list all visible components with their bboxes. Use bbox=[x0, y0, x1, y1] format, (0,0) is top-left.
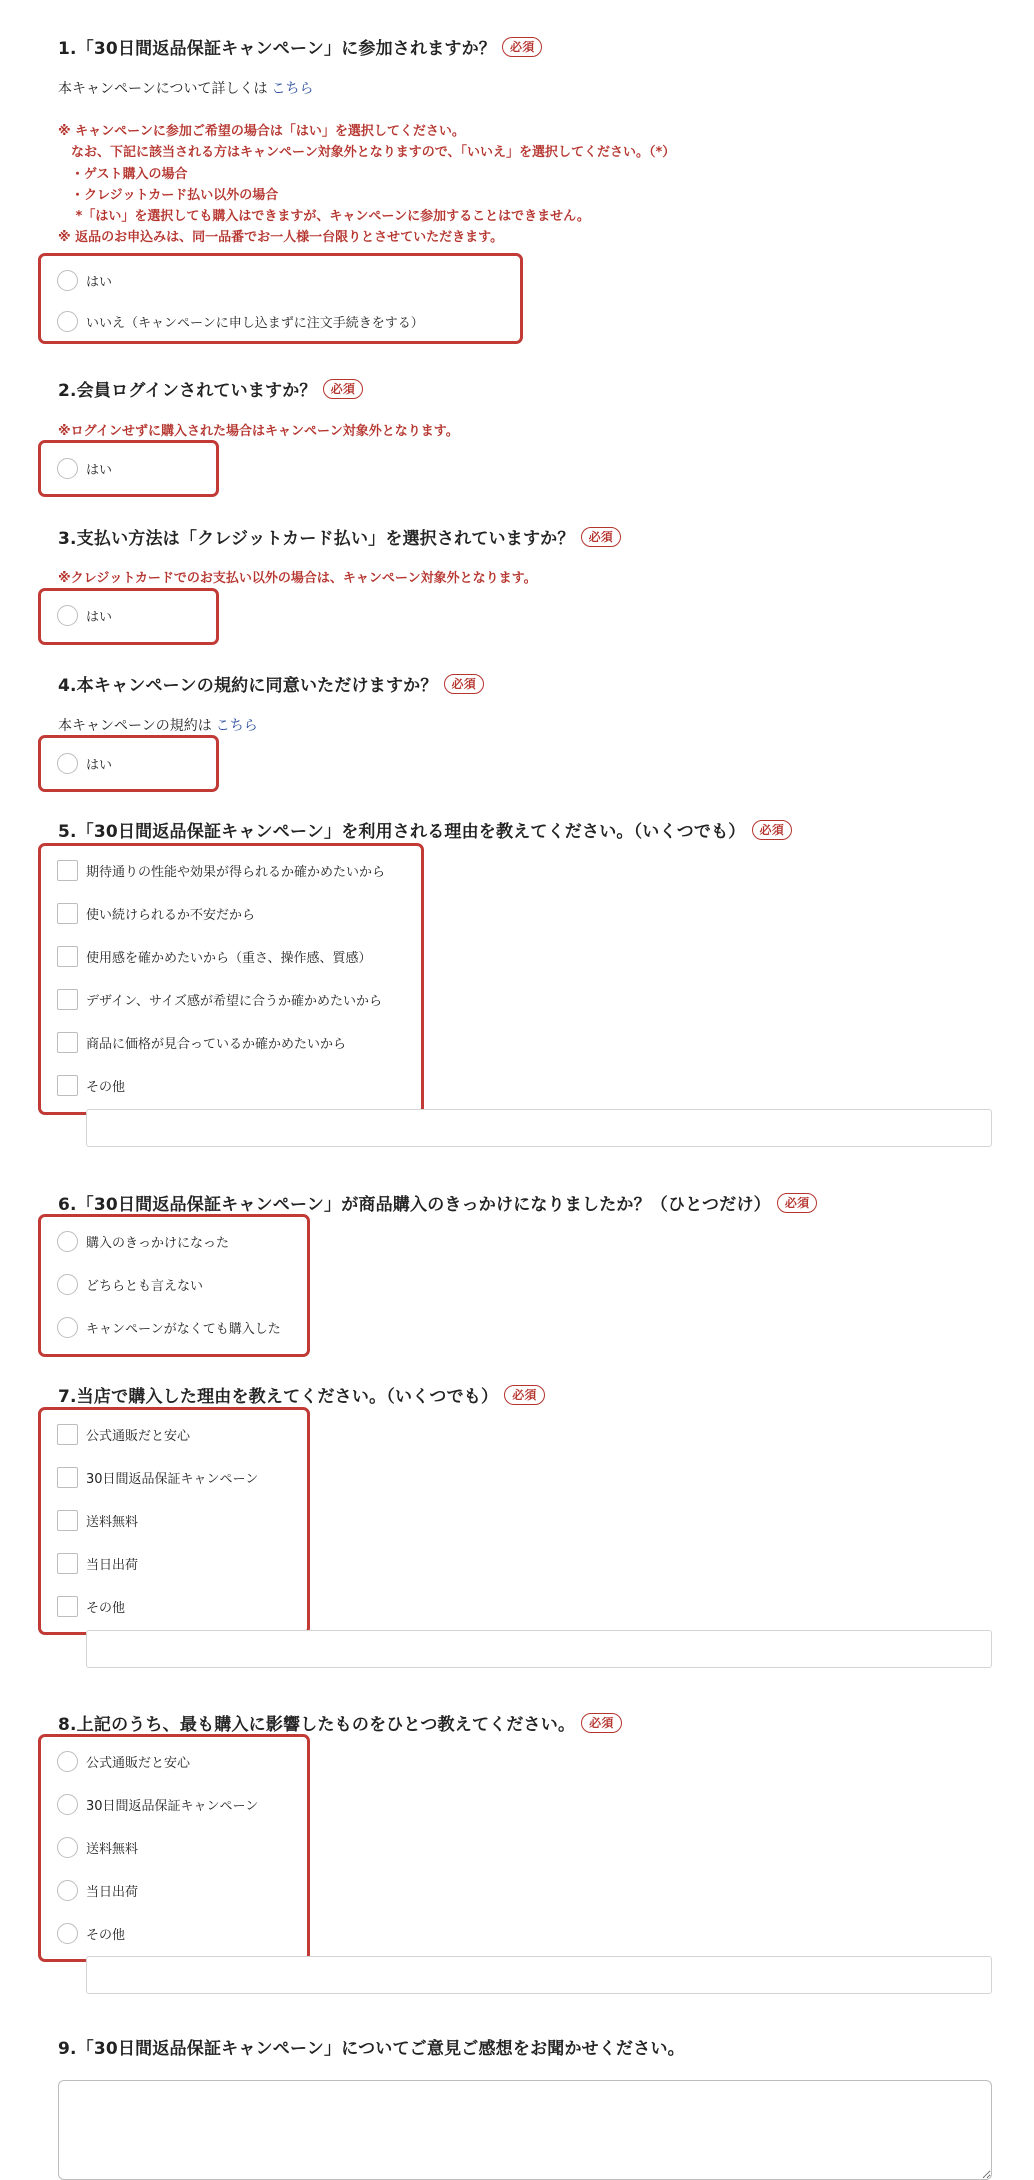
q4-title bbox=[58, 671, 484, 696]
radio-button[interactable] bbox=[57, 1751, 78, 1772]
q3-required-badge: 必須 bbox=[581, 527, 621, 547]
q5-option-5[interactable] bbox=[57, 1029, 346, 1055]
q6-title-text: 6.「30日間返品保証キャンペーン」が商品購入のきっかけになりましたか？（ひとつだけ） bbox=[58, 1195, 771, 1215]
q1-info-text: 本キャンペーンについて詳しくは bbox=[58, 81, 268, 97]
q8-option-label: その他 bbox=[86, 1927, 126, 1943]
q1-option-label: はい bbox=[86, 274, 113, 290]
q8-option-label: 30日間返品保証キャンペーン bbox=[86, 1798, 259, 1814]
q4-info-link[interactable]: こちら bbox=[215, 718, 258, 734]
q5-option-label: その他 bbox=[86, 1079, 126, 1095]
checkbox[interactable] bbox=[57, 946, 78, 967]
q1-note-6: ※ 返品のお申込みは、同一品番でお一人様一台限りとさせていただきます。 bbox=[58, 230, 504, 246]
radio-button[interactable] bbox=[57, 605, 78, 626]
q5-option-2[interactable] bbox=[57, 900, 255, 926]
q7-option-2[interactable] bbox=[57, 1464, 258, 1490]
q7-option-label: その他 bbox=[86, 1600, 126, 1616]
checkbox[interactable] bbox=[57, 1075, 78, 1096]
q8-option-1[interactable] bbox=[57, 1748, 190, 1774]
q8-other-input[interactable] bbox=[86, 1956, 992, 1994]
q3-option-label: はい bbox=[86, 609, 113, 625]
q7-option-label: 30日間返品保証キャンペーン bbox=[86, 1471, 259, 1487]
q8-required-badge: 必須 bbox=[581, 1713, 621, 1733]
q9-title bbox=[58, 2034, 685, 2059]
q3-option-yes[interactable] bbox=[57, 602, 112, 628]
q2-option-yes[interactable] bbox=[57, 455, 112, 481]
q7-option-1[interactable] bbox=[57, 1421, 190, 1447]
q1-note-5: *「はい」を選択しても購入はできますが、キャンペーンに参加することはできません。 bbox=[58, 209, 590, 225]
q1-option-label: いいえ（キャンペーンに申し込まずに注文手続きをする） bbox=[86, 315, 424, 331]
q6-option-3[interactable] bbox=[57, 1314, 281, 1340]
radio-button[interactable] bbox=[57, 1837, 78, 1858]
q4-option-yes[interactable] bbox=[57, 750, 112, 776]
q6-option-label: 購入のきっかけになった bbox=[86, 1235, 230, 1251]
radio-button[interactable] bbox=[57, 1880, 78, 1901]
q1-required-badge: 必須 bbox=[502, 37, 542, 57]
q4-option-label: はい bbox=[86, 757, 113, 773]
q3-title-text: 3.支払い方法は「クレジットカード払い」を選択されていますか？ bbox=[58, 529, 575, 549]
q1-note-1: ※ キャンペーンに参加ご希望の場合は「はい」を選択してください。 bbox=[58, 124, 465, 139]
radio-button[interactable] bbox=[57, 311, 78, 332]
radio-button[interactable] bbox=[57, 270, 78, 291]
checkbox[interactable] bbox=[57, 1467, 78, 1488]
checkbox[interactable] bbox=[57, 989, 78, 1010]
q4-info bbox=[58, 715, 258, 735]
q5-option-3[interactable] bbox=[57, 943, 371, 969]
q1-note-2: なお、下記に該当される方はキャンペーン対象外となりますので、「いいえ」を選択してください。（*） bbox=[58, 145, 676, 161]
q7-option-4[interactable] bbox=[57, 1550, 138, 1576]
q3-note: ※クレジットカードでのお支払い以外の場合は、キャンペーン対象外となります。 bbox=[58, 571, 537, 586]
q1-note-4: ・クレジットカード払い以外の場合 bbox=[58, 187, 279, 203]
q1-note-3: ・ゲスト購入の場合 bbox=[58, 166, 188, 182]
q5-title bbox=[58, 817, 792, 842]
q2-option-label: はい bbox=[86, 462, 113, 478]
q6-option-label: どちらとも言えない bbox=[86, 1278, 204, 1294]
q5-option-label: 期待通りの性能や効果が得られるか確かめたいから bbox=[86, 864, 386, 880]
q5-option-label: 使用感を確かめたいから（重さ、操作感、質感） bbox=[86, 950, 372, 966]
q5-other-input[interactable] bbox=[86, 1109, 992, 1147]
q7-option-label: 送料無料 bbox=[86, 1514, 139, 1530]
q1-info-link[interactable]: こちら bbox=[271, 81, 314, 97]
q8-option-label: 送料無料 bbox=[86, 1841, 139, 1857]
q8-option-other[interactable] bbox=[57, 1920, 125, 1946]
radio-button[interactable] bbox=[57, 753, 78, 774]
q1-notes bbox=[58, 121, 675, 249]
q8-option-label: 当日出荷 bbox=[86, 1884, 139, 1900]
q4-required-badge: 必須 bbox=[444, 674, 484, 694]
q6-option-label: キャンペーンがなくても購入した bbox=[86, 1321, 281, 1337]
checkbox[interactable] bbox=[57, 1553, 78, 1574]
radio-button[interactable] bbox=[57, 458, 78, 479]
q6-option-1[interactable] bbox=[57, 1228, 229, 1254]
q8-title-text: 8.上記のうち、最も購入に影響したものをひとつ教えてください。 bbox=[58, 1715, 576, 1735]
q4-info-text: 本キャンペーンの規約は bbox=[58, 718, 212, 734]
q8-option-2[interactable] bbox=[57, 1791, 258, 1817]
q5-option-other[interactable] bbox=[57, 1072, 125, 1098]
q5-required-badge: 必須 bbox=[752, 820, 792, 840]
q3-title bbox=[58, 524, 621, 549]
checkbox[interactable] bbox=[57, 860, 78, 881]
q6-title bbox=[58, 1190, 817, 1215]
q1-option-yes[interactable] bbox=[57, 267, 112, 293]
q6-required-badge: 必須 bbox=[777, 1193, 817, 1213]
q4-title-text: 4.本キャンペーンの規約に同意いただけますか？ bbox=[58, 676, 438, 696]
checkbox[interactable] bbox=[57, 1596, 78, 1617]
q7-title bbox=[58, 1382, 545, 1407]
radio-button[interactable] bbox=[57, 1923, 78, 1944]
checkbox[interactable] bbox=[57, 1424, 78, 1445]
q5-option-label: 使い続けられるか不安だから bbox=[86, 907, 256, 923]
q8-title bbox=[58, 1710, 622, 1735]
q5-option-label: 商品に価格が見合っているか確かめたいから bbox=[86, 1036, 347, 1052]
q8-option-4[interactable] bbox=[57, 1877, 138, 1903]
q7-option-3[interactable] bbox=[57, 1507, 138, 1533]
q5-title-text: 5.「30日間返品保証キャンペーン」を利用される理由を教えてください。（いくつでも） bbox=[58, 822, 746, 842]
radio-button[interactable] bbox=[57, 1794, 78, 1815]
q7-option-label: 当日出荷 bbox=[86, 1557, 139, 1573]
q7-required-badge: 必須 bbox=[504, 1385, 544, 1405]
q8-option-label: 公式通販だと安心 bbox=[86, 1755, 191, 1771]
q9-comment-textarea[interactable] bbox=[58, 2080, 992, 2180]
q7-option-label: 公式通販だと安心 bbox=[86, 1428, 191, 1444]
q5-option-1[interactable] bbox=[57, 857, 385, 883]
q1-title-text: 1.「30日間返品保証キャンペーン」に参加されますか？ bbox=[58, 39, 497, 59]
q5-option-4[interactable] bbox=[57, 986, 382, 1012]
q9-title-text: 9.「30日間返品保証キャンペーン」についてご意見ご感想をお聞かせください。 bbox=[58, 2039, 685, 2059]
q2-required-badge: 必須 bbox=[323, 379, 363, 399]
q8-option-3[interactable] bbox=[57, 1834, 138, 1860]
q1-title bbox=[58, 34, 542, 59]
q5-option-label: デザイン、サイズ感が希望に合うか確かめたいから bbox=[86, 993, 383, 1009]
q2-title bbox=[58, 376, 363, 401]
q2-note: ※ログインせずに購入された場合はキャンペーン対象外となります。 bbox=[58, 424, 459, 439]
checkbox[interactable] bbox=[57, 903, 78, 924]
q6-option-2[interactable] bbox=[57, 1271, 203, 1297]
q1-info bbox=[58, 78, 313, 98]
q7-option-other[interactable] bbox=[57, 1593, 125, 1619]
radio-button[interactable] bbox=[57, 1274, 78, 1295]
q7-other-input[interactable] bbox=[86, 1630, 992, 1668]
q2-title-text: 2.会員ログインされていますか？ bbox=[58, 381, 317, 401]
radio-button[interactable] bbox=[57, 1317, 78, 1338]
checkbox[interactable] bbox=[57, 1510, 78, 1531]
q7-title-text: 7.当店で購入した理由を教えてください。（いくつでも） bbox=[58, 1387, 499, 1407]
radio-button[interactable] bbox=[57, 1231, 78, 1252]
checkbox[interactable] bbox=[57, 1032, 78, 1053]
q1-option-no[interactable] bbox=[57, 308, 424, 334]
